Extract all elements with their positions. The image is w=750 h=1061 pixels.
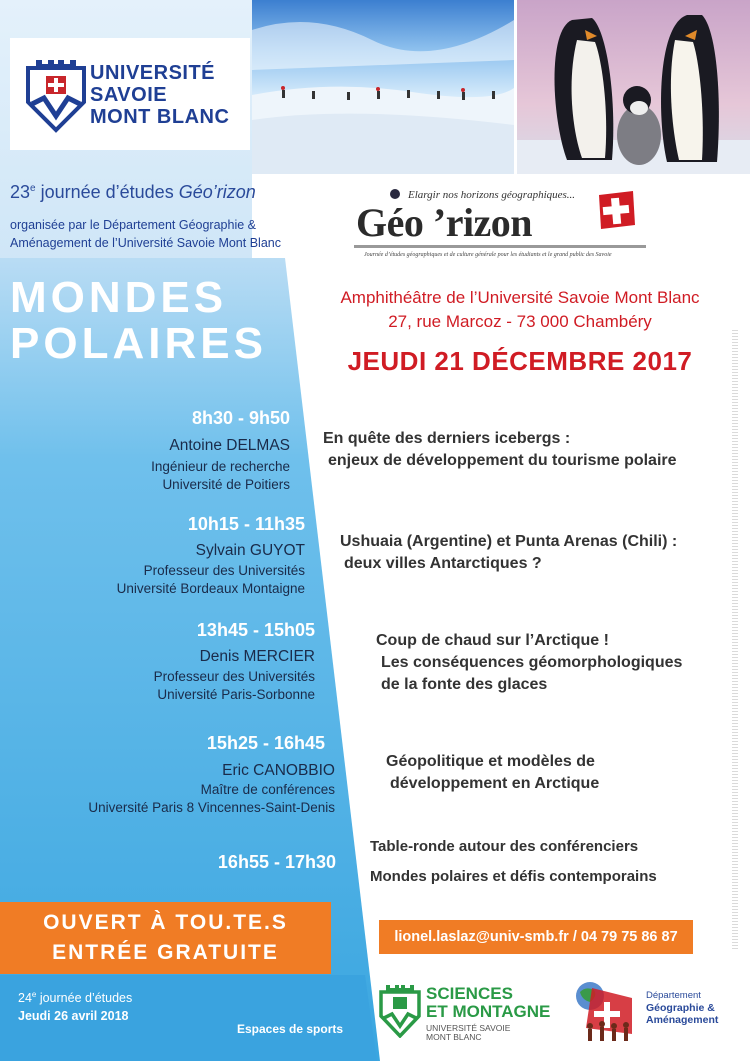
next-event-number: 24 <box>18 991 32 1006</box>
slot-3-speaker: Denis MERCIER <box>199 648 315 665</box>
slot-4-role: Maître de conférences <box>200 782 335 797</box>
slot-3-time: 13h45 - 15h05 <box>196 620 315 640</box>
sm-sub2: MONT BLANC <box>426 1032 482 1042</box>
venue-line1: Amphithéâtre de l’Université Savoie Mont Blanc <box>340 288 700 307</box>
slot-3-role: Professeur des Universités <box>153 669 315 684</box>
access-line1: OUVERT À TOU.TE.S <box>43 911 288 934</box>
title-line2: POLAIRES <box>10 319 267 368</box>
georizon-wordmark: Géo ’rizon <box>356 200 533 245</box>
slot-3-talk-line1: Coup de chaud sur l’Arctique ! <box>376 632 609 649</box>
slot-1-talk-line1: En quête des derniers icebergs : <box>323 430 571 447</box>
slot-3-affiliation: Université Paris-Sorbonne <box>157 687 315 702</box>
access-band <box>0 902 331 974</box>
georizon-underline <box>354 245 646 248</box>
sm-line2: ET MONTAGNE <box>426 1002 551 1021</box>
slot-4-talk-line1: Géopolitique et modèles de <box>386 753 595 770</box>
organizer-line2: Aménagement de l’Université Savoie Mont Blanc <box>10 236 281 250</box>
title-line1: MONDES <box>10 273 228 322</box>
access-line2: ENTRÉE GRATUITE <box>52 941 279 964</box>
slot-5-time: 16h55 - 17h30 <box>217 852 336 872</box>
vertical-credits <box>732 330 738 950</box>
slot-4-speaker: Eric CANOBBIO <box>222 762 335 779</box>
globe-icon <box>390 189 400 199</box>
sciences-montagne-sub <box>426 1024 510 1042</box>
slot-2-time: 10h15 - 11h35 <box>187 514 305 534</box>
georizon-caption: Journée d’études géographiques et de culture générale pour les étudiants et le grand public des Savoie <box>364 252 612 258</box>
slot-4-affiliation: Université Paris 8 Vincennes-Saint-Denis <box>88 800 335 815</box>
sciences-montagne-name <box>426 985 550 1021</box>
next-event-date: Jeudi 26 avril 2018 <box>18 1009 129 1024</box>
slot-2-affiliation: Université Bordeaux Montaigne <box>116 581 305 596</box>
department-name <box>646 990 718 1026</box>
slot-2-speaker: Sylvain GUYOT <box>195 542 305 559</box>
university-name-line1: UNIVERSITÉ <box>90 62 216 84</box>
venue-block <box>300 286 740 334</box>
contact-box: lionel.laslaz@univ-smb.fr / 04 79 75 86 87 <box>379 920 693 954</box>
slot-5-talk-line1: Table-ronde autour des conférenciers <box>370 838 639 855</box>
venue-line2: 27, rue Marcoz - 73 000 Chambéry <box>388 312 652 331</box>
edition-brand: Géo’rizon <box>178 182 256 202</box>
next-event-sup: e <box>31 990 37 999</box>
event-date: JEUDI 21 DÉCEMBRE 2017 <box>347 346 693 376</box>
sm-line1: SCIENCES <box>426 984 513 1003</box>
slot-1-speaker: Antoine DELMAS <box>169 437 290 454</box>
slot-5-talk-line2: Mondes polaires et défis contemporains <box>370 868 657 885</box>
georizon-logo <box>350 185 650 275</box>
organizer-line1: organisée par le Département Géographie & <box>10 218 256 232</box>
slot-1-time: 8h30 - 9h50 <box>191 408 290 428</box>
university-name-line2: SAVOIE <box>90 84 168 106</box>
next-event-theme: Espaces de sports <box>237 1022 344 1036</box>
sciences-montagne-shield-icon <box>378 982 422 1038</box>
dept-line2: Géographie & <box>646 1002 715 1014</box>
next-event <box>18 986 132 1025</box>
dept-line1: Département <box>646 990 701 1001</box>
edition-text: journée d’études <box>35 182 179 202</box>
department-logo-icon <box>572 978 644 1046</box>
edition-subtitle <box>10 182 256 203</box>
savoie-cross-icon <box>595 189 637 231</box>
slot-2-talk-line2: deux villes Antarctiques ? <box>344 555 542 572</box>
slot-4-talk-line2: développement en Arctique <box>390 775 600 792</box>
sm-sub1: UNIVERSITÉ SAVOIE <box>426 1023 511 1033</box>
penguins-photo <box>517 0 750 174</box>
slot-2-talk-line1: Ushuaia (Argentine) et Punta Arenas (Chili) : <box>340 533 678 550</box>
dept-line3: Aménagement <box>646 1014 719 1026</box>
event-title <box>10 275 267 367</box>
polar-expedition-photo <box>252 0 514 174</box>
georizon-tagline: Elargir nos horizons géographiques... <box>408 189 576 201</box>
slot-3-talk-line2: Les conséquences géomorphologiques <box>381 654 683 671</box>
slot-1-affiliation: Université de Poitiers <box>162 477 290 492</box>
slot-1-role: Ingénieur de recherche <box>151 459 290 474</box>
organizer-text <box>10 216 300 252</box>
usmb-shield-icon <box>24 54 88 134</box>
university-name-line3: MONT BLANC <box>90 106 230 128</box>
edition-sup: e <box>30 183 36 194</box>
slot-3-talk-line3: de la fonte des glaces <box>381 676 548 693</box>
slot-2-role: Professeur des Universités <box>143 563 305 578</box>
university-name <box>90 62 229 128</box>
edition-number: 23 <box>10 182 31 202</box>
slot-4-time: 15h25 - 16h45 <box>206 733 325 753</box>
next-event-text: journée d’études <box>36 991 133 1006</box>
slot-1-talk-line2: enjeux de développement du tourisme polaire <box>328 452 677 469</box>
